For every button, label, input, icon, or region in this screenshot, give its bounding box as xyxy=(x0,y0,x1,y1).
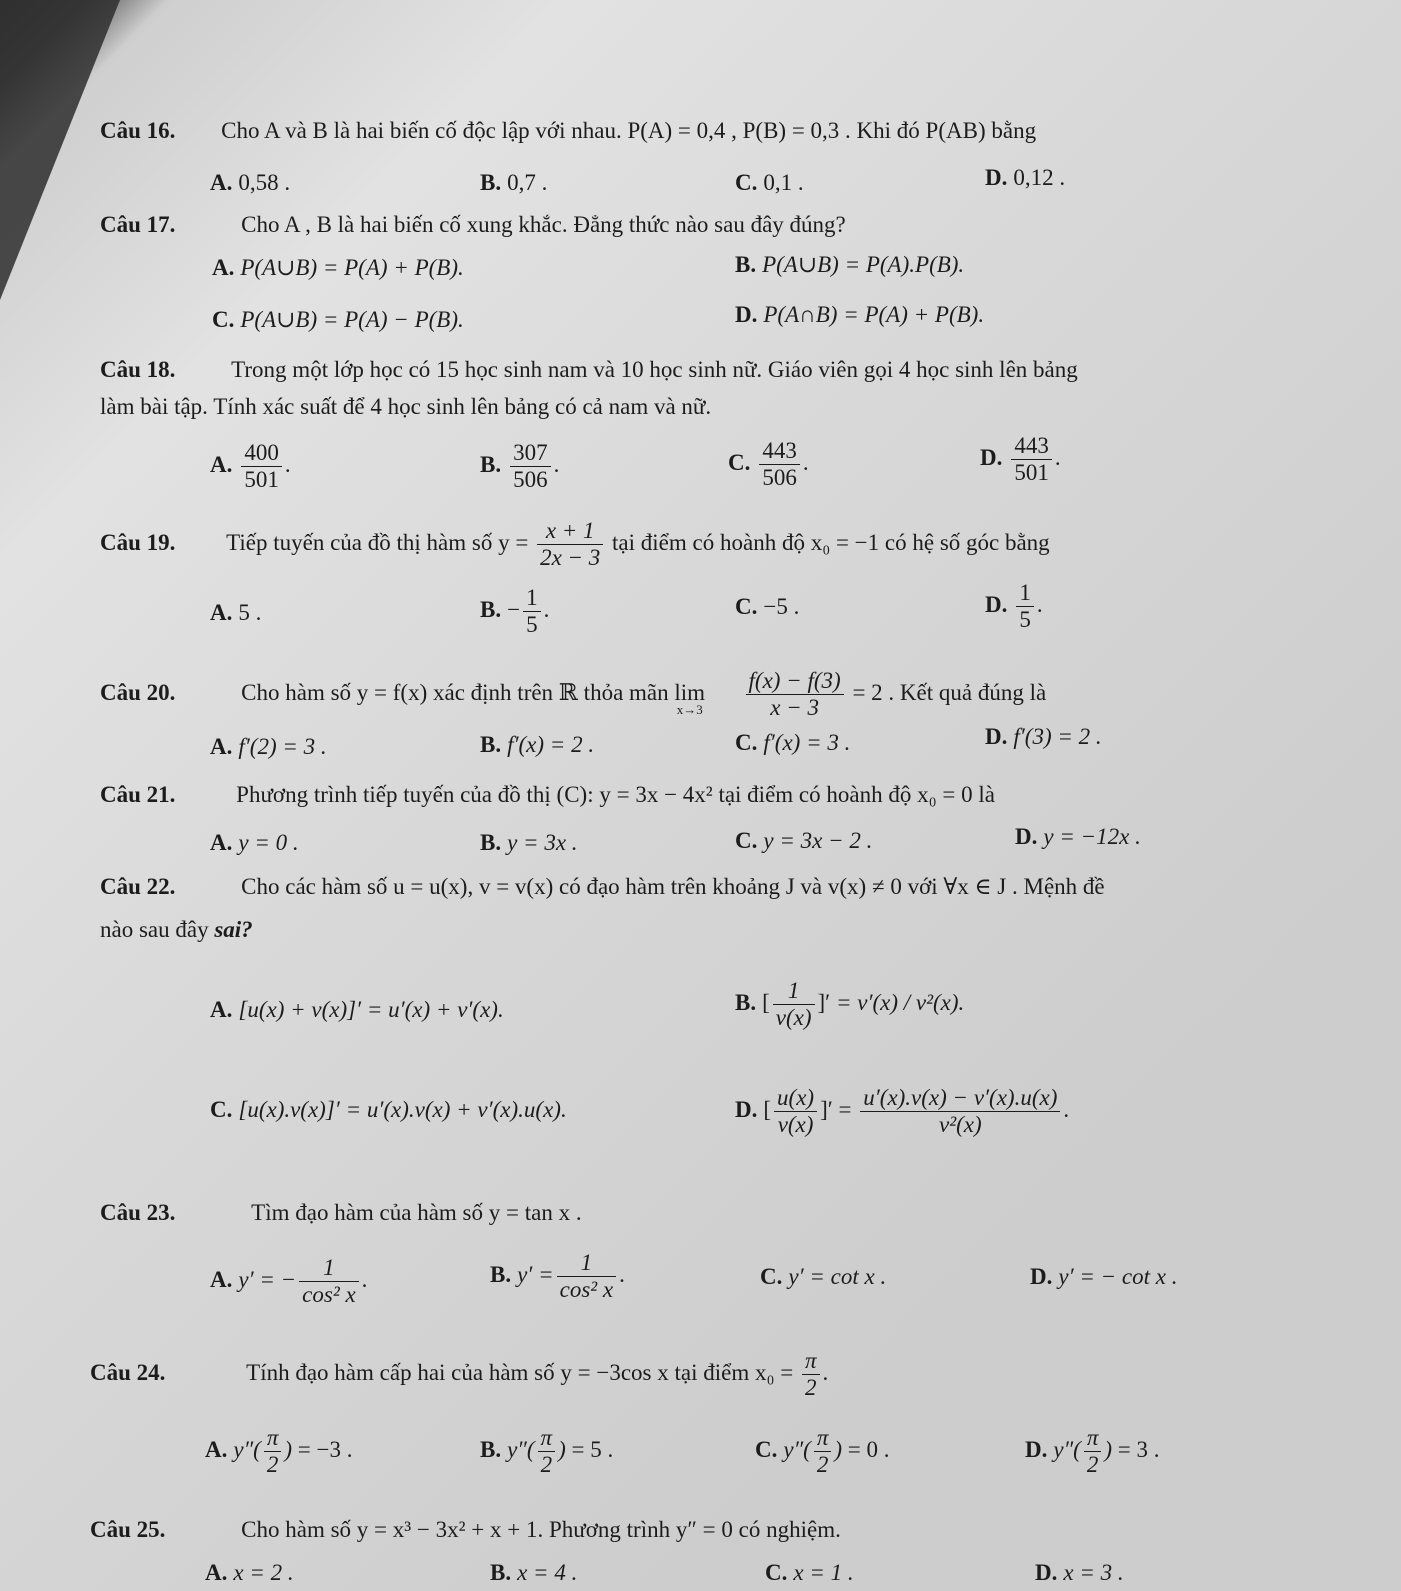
fraction: $\frac{1}{5}$ xyxy=(523,585,541,638)
option-d[interactable]: D. y′ = − cot x . xyxy=(1030,1264,1178,1289)
option-c[interactable]: C. f′(x) = 3 . xyxy=(735,730,851,755)
question-number: Câu 25. xyxy=(90,1517,166,1542)
fraction: $\frac{443}{501}$ xyxy=(1011,433,1052,486)
option-b[interactable]: B. f′(x) = 2 . xyxy=(480,732,595,757)
question-number: Câu 21. xyxy=(100,782,176,807)
option-a[interactable]: A. $\frac{400}{501}$ . xyxy=(210,440,291,492)
fraction: $\frac{1}{\text{cos² x}}$ xyxy=(299,1255,359,1308)
option-b[interactable]: B. y″( $\frac{\pi}{2}$ ) = 5 . xyxy=(480,1425,614,1477)
option-c[interactable]: C. $\frac{443}{506}$ . xyxy=(728,438,809,490)
option-a[interactable]: A. x = 2 . xyxy=(205,1560,294,1585)
question-17 xyxy=(100,210,846,240)
option-c[interactable]: C. −5 . xyxy=(735,594,800,619)
fraction: $\frac{u'(x).v(x) - v'(x).u(x)}{\text{v²(x)}}$ xyxy=(860,1085,1060,1138)
question-24: Câu 24. Tính đạo hàm cấp hai của hàm số y = −3cos x tại điểm x₀ = $\frac{\pi}{2}$ . xyxy=(90,1348,829,1400)
question-19: Câu 19. Tiếp tuyến của đồ thị hàm số y = $\frac{x + 1}{2x - 3}$ tại điểm có hoành độ x₀ = −1 có hệ số góc bằng xyxy=(100,518,1050,570)
question-text: Cho A , B là hai biến cố xung khắc. Đẳng thức nào sau đây đúng? xyxy=(241,212,846,237)
option-b[interactable]: B. P(A∪B) = P(A).P(B). xyxy=(735,252,965,277)
option-c[interactable]: C. 0,1 . xyxy=(735,170,804,195)
fraction: $\frac{443}{506}$ xyxy=(759,438,800,491)
question-18 xyxy=(100,355,1078,385)
question-number: Câu 16. xyxy=(100,118,176,143)
question-25: Câu 25. Cho hàm số y = x³ − 3x² + x + 1. Phương trình y″ = 0 có nghiệm. xyxy=(90,1517,841,1542)
fraction: $\frac{\pi}{2}$ xyxy=(264,1425,282,1478)
option-d[interactable]: D. [ $\frac{u(x)}{v(x)}$ ]′ = $\frac{u'(x).v(x) - v'(x).u(x)}{\text{v²(x)}}$ . xyxy=(735,1085,1070,1137)
option-d[interactable]: D. 0,12 . xyxy=(985,165,1066,190)
question-22: Câu 22. Cho các hàm số u = u(x), v = v(x) có đạo hàm trên khoảng J và v(x) ≠ 0 với ∀x ∈ J . Mệnh đề xyxy=(100,874,1105,899)
option-a[interactable]: A. 0,58 . xyxy=(210,170,291,195)
option-c[interactable]: C. x = 1 . xyxy=(765,1560,854,1585)
question-18-line2: làm bài tập. Tính xác suất để 4 học sinh lên bảng có cả nam và nữ. xyxy=(100,394,712,419)
option-d[interactable]: D. P(A∩B) = P(A) + P(B). xyxy=(735,302,985,327)
option-a[interactable]: A. [u(x) + v(x)]′ = u′(x) + v′(x). xyxy=(210,997,504,1022)
fraction: $\frac{\pi}{2}$ xyxy=(1084,1425,1102,1478)
option-d[interactable]: D. y = −12x . xyxy=(1015,824,1141,849)
fraction: $\frac{1}{\text{cos² x}}$ xyxy=(557,1250,617,1303)
question-number: Câu 17. xyxy=(100,212,176,237)
option-d[interactable]: D. x = 3 . xyxy=(1035,1560,1124,1585)
question-text: Cho A và B là hai biến cố độc lập với nhau. P(A) = 0,4 , P(B) = 0,3 . Khi đó P(AB) bằng xyxy=(221,118,1037,143)
fraction: $\frac{1}{v(x)}$ xyxy=(773,978,815,1031)
option-b[interactable]: B. x = 4 . xyxy=(490,1560,578,1585)
option-b[interactable]: B. $\frac{307}{506}$ . xyxy=(480,440,560,492)
option-b[interactable]: B. y = 3x . xyxy=(480,830,578,855)
option-c[interactable]: C. y′ = cot x . xyxy=(760,1264,887,1289)
fraction: $\frac{f(x) - f(3)}{x - 3}$ xyxy=(746,668,844,721)
option-b[interactable]: B. y′ = $\frac{1}{\text{cos² x}}$ . xyxy=(490,1250,625,1302)
option-b[interactable]: B. − $\frac{1}{5}$ . xyxy=(480,585,550,637)
option-c[interactable]: C. P(A∪B) = P(A) − P(B). xyxy=(212,307,464,332)
option-c[interactable]: C. [u(x).v(x)]′ = u′(x).v(x) + v′(x).u(x). xyxy=(210,1097,567,1122)
option-c[interactable]: C. y = 3x − 2 . xyxy=(735,828,873,853)
option-d[interactable]: D. $\frac{443}{501}$ . xyxy=(980,433,1061,485)
fraction: $\frac{\pi}{2}$ xyxy=(814,1425,832,1478)
option-a[interactable]: A. y′ = − $\frac{1}{\text{cos² x}}$ . xyxy=(210,1255,368,1307)
option-d[interactable]: D. $\frac{1}{5}$ . xyxy=(985,580,1043,632)
question-20: Câu 20. Cho hàm số y = f(x) xác định trên ℝ thỏa mãn lim $_{x\to 3}$ $\frac{f(x) - f(3)}{x - 3}$ = 2 . Kết quả đúng là xyxy=(100,668,1047,720)
question-16 xyxy=(100,116,1036,146)
option-a[interactable]: A. f′(2) = 3 . xyxy=(210,734,327,759)
option-a[interactable]: A. 5 . xyxy=(210,600,262,625)
question-22-line2: nào sau đây sai? xyxy=(100,917,253,942)
option-b[interactable]: B. 0,7 . xyxy=(480,170,548,195)
question-number: Câu 24. xyxy=(90,1359,166,1385)
question-number: Câu 20. xyxy=(100,679,176,705)
fraction: $\frac{u(x)}{v(x)}$ xyxy=(774,1085,817,1138)
question-text: Trong một lớp học có 15 học sinh nam và 10 học sinh nữ. Giáo viên gọi 4 học sinh lên bảng xyxy=(231,357,1078,382)
option-a[interactable]: A. y = 0 . xyxy=(210,830,299,855)
option-a[interactable]: A. y″( $\frac{\pi}{2}$ ) = −3 . xyxy=(205,1425,353,1477)
question-number: Câu 19. xyxy=(100,529,176,555)
question-number: Câu 18. xyxy=(100,357,176,382)
option-b[interactable]: B. [ $\frac{1}{v(x)}$ ]′ = v′(x) / v²(x). xyxy=(735,978,965,1030)
option-d[interactable]: D. f′(3) = 2 . xyxy=(985,724,1102,749)
fraction: $\frac{\pi}{2}$ xyxy=(538,1425,556,1478)
question-23: Câu 23. Tìm đạo hàm của hàm số y = tan x . xyxy=(100,1200,582,1225)
option-c[interactable]: C. y″( $\frac{\pi}{2}$ ) = 0 . xyxy=(755,1425,890,1477)
fraction: $\frac{400}{501}$ xyxy=(241,440,282,493)
question-21: Câu 21. Phương trình tiếp tuyến của đồ thị (C): y = 3x − 4x² tại điểm có hoành độ x₀ = 0 là xyxy=(100,782,995,807)
fraction: $\frac{x + 1}{2x - 3}$ xyxy=(537,518,603,571)
question-number: Câu 22. xyxy=(100,874,176,899)
option-a[interactable]: A. P(A∪B) = P(A) + P(B). xyxy=(212,255,464,280)
question-number: Câu 23. xyxy=(100,1200,176,1225)
fraction: $\frac{1}{5}$ xyxy=(1016,580,1034,633)
fraction: $\frac{\pi}{2}$ xyxy=(802,1348,820,1401)
option-d[interactable]: D. y″( $\frac{\pi}{2}$ ) = 3 . xyxy=(1025,1425,1160,1477)
fraction: $\frac{307}{506}$ xyxy=(510,440,551,493)
